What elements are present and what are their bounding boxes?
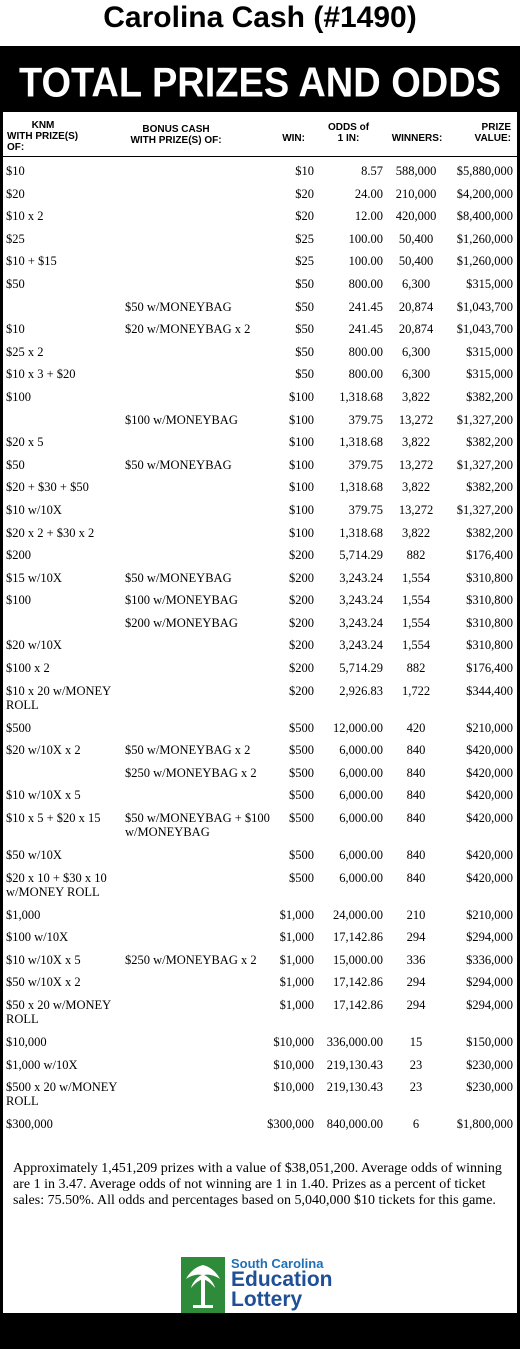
- cell-knm: $10 x 5 + $20 x 15: [6, 811, 101, 826]
- cell-winners: 6,300: [401, 276, 431, 291]
- prize-row: [3, 480, 517, 503]
- prize-row: [3, 277, 517, 300]
- cell-value: $310,800: [466, 615, 513, 630]
- cell-value: $420,000: [466, 765, 513, 780]
- header-odds-line1: ODDS of: [327, 122, 370, 133]
- cell-winners: 840: [406, 848, 426, 863]
- header-bonus: [121, 124, 231, 146]
- cell-winners: 840: [406, 811, 426, 826]
- prize-row: [3, 458, 517, 481]
- header-winners: WINNERS:: [391, 133, 443, 144]
- prize-table-frame: [0, 46, 520, 1349]
- prize-row: [3, 390, 517, 413]
- prize-row: [3, 638, 517, 661]
- cell-value: $344,400: [466, 683, 513, 698]
- header-odds-line2: 1 IN:: [337, 133, 360, 144]
- cell-winners: 1,554: [401, 638, 431, 653]
- cell-knm: $20 w/10X x 2: [6, 743, 81, 758]
- prize-row: [3, 998, 517, 1035]
- prize-row: [3, 209, 517, 232]
- cell-win: $100: [289, 457, 314, 472]
- cell-win: $1,000: [279, 998, 314, 1012]
- cell-winners: 50,400: [398, 231, 434, 246]
- cell-win: $100: [289, 412, 314, 427]
- cell-odds: 5,714.29: [339, 548, 383, 563]
- cell-win: $200: [289, 615, 314, 630]
- cell-value: $1,327,200: [456, 457, 513, 472]
- cell-winners: 294: [406, 930, 426, 945]
- cell-win: $1,000: [279, 952, 314, 967]
- prize-row: [3, 503, 517, 526]
- prize-row: [3, 788, 517, 811]
- cell-winners: 840: [406, 870, 426, 885]
- cell-win: $10: [295, 164, 314, 178]
- cell-winners: 210: [406, 907, 426, 922]
- cell-value: $8,400,000: [456, 209, 513, 224]
- cell-win: $200: [289, 570, 314, 585]
- cell-knm: $20: [6, 186, 25, 201]
- prize-row: [3, 526, 517, 549]
- cell-winners: 882: [406, 661, 426, 676]
- cell-knm: $10,000: [6, 1035, 47, 1049]
- cell-winners: 420,000: [395, 209, 437, 224]
- header-bonus-line2: WITH PRIZE(S) OF:: [130, 135, 222, 146]
- header-knm-line2: WITH PRIZE(S) OF:: [7, 131, 79, 153]
- cell-win: $10,000: [273, 1057, 314, 1072]
- prize-row: [3, 661, 517, 684]
- prize-row: [3, 811, 517, 848]
- cell-knm: $50 w/10X: [6, 848, 62, 863]
- banner-title: TOTAL PRIZES AND ODDS: [18, 60, 502, 107]
- cell-knm: $20 x 5: [6, 435, 44, 450]
- cell-win: $200: [289, 683, 314, 698]
- cell-value: $5,880,000: [456, 164, 513, 178]
- cell-odds: 15,000.00: [333, 952, 383, 967]
- cell-winners: 23: [409, 1080, 423, 1095]
- cell-win: $500: [289, 811, 314, 826]
- cell-bonus: $100 w/MONEYBAG: [125, 593, 238, 608]
- prize-row: [3, 254, 517, 277]
- cell-odds: 800.00: [348, 367, 383, 382]
- cell-odds: 840,000.00: [326, 1117, 383, 1132]
- cell-odds: 24.00: [354, 186, 383, 201]
- cell-bonus: $250 w/MONEYBAG x 2: [125, 765, 257, 780]
- prize-row: [3, 345, 517, 368]
- cell-odds: 379.75: [348, 502, 383, 517]
- cell-odds: 6,000.00: [339, 743, 383, 758]
- cell-knm: $100: [6, 593, 31, 608]
- cell-winners: 1,722: [401, 683, 431, 698]
- cell-winners: 13,272: [398, 412, 434, 427]
- cell-odds: 219,130.43: [326, 1080, 383, 1095]
- cell-bonus: $50 w/MONEYBAG x 2: [125, 743, 251, 758]
- cell-win: $200: [289, 593, 314, 608]
- cell-value: $230,000: [466, 1057, 513, 1072]
- header-value: [461, 122, 511, 144]
- cell-odds: 6,000.00: [339, 848, 383, 863]
- prize-row: [3, 1035, 517, 1058]
- cell-odds: 24,000.00: [333, 907, 383, 922]
- prize-row: [3, 413, 517, 436]
- cell-value: $420,000: [466, 870, 513, 885]
- cell-knm: $100 w/10X: [6, 930, 69, 945]
- prize-row: [3, 164, 517, 187]
- cell-value: $1,043,700: [456, 299, 513, 314]
- cell-winners: 20,874: [398, 322, 434, 337]
- header-value-line1: PRIZE: [481, 122, 511, 133]
- cell-knm: $50: [6, 276, 25, 291]
- cell-knm: $50: [6, 457, 25, 472]
- prize-row: [3, 848, 517, 871]
- cell-odds: 3,243.24: [339, 570, 383, 585]
- cell-value: $336,000: [466, 952, 513, 967]
- prize-row: [3, 322, 517, 345]
- logo-line-lottery: Lottery: [231, 1288, 303, 1311]
- sc-education-lottery-logo: [181, 1257, 371, 1313]
- cell-winners: 588,000: [395, 164, 437, 178]
- cell-odds: 100.00: [348, 231, 383, 246]
- cell-knm: $10 w/10X x 5: [6, 952, 81, 967]
- cell-knm: $200: [6, 548, 31, 563]
- cell-winners: 882: [406, 548, 426, 563]
- header-odds: [321, 122, 376, 144]
- cell-value: $294,000: [466, 930, 513, 945]
- cell-win: $20: [295, 209, 314, 224]
- cell-winners: 13,272: [398, 457, 434, 472]
- cell-knm: $15 w/10X: [6, 570, 62, 585]
- cell-winners: 6: [412, 1117, 420, 1132]
- cell-bonus: $50 w/MONEYBAG + $100 w/MONEYBAG: [125, 811, 270, 840]
- cell-winners: 6,300: [401, 367, 431, 382]
- game-title: Carolina Cash (#1490): [103, 1, 417, 34]
- prize-row: [3, 571, 517, 594]
- cell-winners: 840: [406, 743, 426, 758]
- cell-win: $100: [289, 525, 314, 540]
- header-knm-line1: KNM: [31, 120, 55, 131]
- cell-odds: 6,000.00: [339, 788, 383, 803]
- cell-odds: 100.00: [348, 254, 383, 269]
- header-knm: [7, 120, 97, 153]
- cell-value: $315,000: [466, 367, 513, 382]
- cell-win: $500: [289, 788, 314, 803]
- cell-bonus: $100 w/MONEYBAG: [125, 412, 238, 427]
- cell-winners: 1,554: [401, 615, 431, 630]
- cell-odds: 6,000.00: [339, 870, 383, 885]
- cell-winners: 3,822: [401, 435, 431, 450]
- cell-value: $310,800: [466, 570, 513, 585]
- cell-win: $100: [289, 435, 314, 450]
- cell-value: $210,000: [466, 720, 513, 735]
- cell-knm: $20 + $30 + $50: [6, 480, 89, 495]
- cell-win: $1,000: [279, 930, 314, 945]
- cell-value: $294,000: [466, 975, 513, 990]
- cell-knm: $10: [6, 322, 25, 337]
- cell-knm: $10 x 20 w/MONEY ROLL: [6, 683, 111, 712]
- cell-winners: 840: [406, 765, 426, 780]
- cell-win: $50: [295, 276, 314, 291]
- cell-knm: $300,000: [6, 1117, 53, 1132]
- cell-win: $300,000: [267, 1117, 314, 1132]
- cell-odds: 1,318.68: [339, 435, 383, 450]
- prize-row: [3, 300, 517, 323]
- cell-value: $420,000: [466, 811, 513, 826]
- cell-bonus: $50 w/MONEYBAG: [125, 457, 232, 472]
- cell-winners: 420: [406, 720, 426, 735]
- cell-value: $150,000: [466, 1035, 513, 1049]
- cell-odds: 17,142.86: [333, 930, 383, 945]
- cell-win: $10,000: [273, 1035, 314, 1049]
- cell-value: $420,000: [466, 743, 513, 758]
- cell-odds: 241.45: [348, 299, 383, 314]
- prize-table: [3, 112, 517, 1196]
- cell-odds: 219,130.43: [326, 1057, 383, 1072]
- cell-knm: $10 w/10X x 5: [6, 788, 81, 803]
- cell-odds: 800.00: [348, 276, 383, 291]
- cell-bonus: $200 w/MONEYBAG: [125, 615, 238, 630]
- prize-row: [3, 684, 517, 721]
- cell-win: $200: [289, 638, 314, 653]
- cell-winners: 13,272: [398, 502, 434, 517]
- cell-winners: 15: [409, 1035, 423, 1049]
- cell-winners: 3,822: [401, 525, 431, 540]
- cell-win: $20: [295, 186, 314, 201]
- cell-value: $315,000: [466, 276, 513, 291]
- prize-row: [3, 1117, 517, 1140]
- cell-winners: 50,400: [398, 254, 434, 269]
- cell-value: $176,400: [466, 548, 513, 563]
- prize-row: [3, 593, 517, 616]
- cell-value: $210,000: [466, 907, 513, 922]
- cell-winners: 3,822: [401, 480, 431, 495]
- prize-row: [3, 871, 517, 908]
- footer: [3, 1153, 517, 1313]
- header-divider: [3, 156, 517, 157]
- cell-odds: 3,243.24: [339, 638, 383, 653]
- cell-odds: 800.00: [348, 344, 383, 359]
- cell-value: $310,800: [466, 638, 513, 653]
- cell-winners: 840: [406, 788, 426, 803]
- cell-odds: 3,243.24: [339, 593, 383, 608]
- header-bonus-line1: BONUS CASH: [142, 124, 210, 135]
- cell-knm: $25: [6, 231, 25, 246]
- prize-row: [3, 908, 517, 931]
- cell-winners: 3,822: [401, 389, 431, 404]
- cell-win: $25: [295, 254, 314, 269]
- cell-odds: 6,000.00: [339, 765, 383, 780]
- prize-row: [3, 1058, 517, 1081]
- cell-value: $1,260,000: [456, 254, 513, 269]
- cell-odds: 379.75: [348, 412, 383, 427]
- cell-value: $420,000: [466, 848, 513, 863]
- bottom-bar: [0, 1325, 520, 1349]
- cell-value: $1,327,200: [456, 502, 513, 517]
- prize-row: [3, 721, 517, 744]
- cell-winners: 294: [406, 998, 426, 1012]
- prize-row: [3, 930, 517, 953]
- cell-win: $500: [289, 720, 314, 735]
- cell-value: $315,000: [466, 344, 513, 359]
- cell-win: $100: [289, 389, 314, 404]
- odds-summary: Approximately 1,451,209 prizes with a value of $38,051,200. Average odds of winning are 1 in 3.47. Average odds of not winning are 1 in 1.40. Prizes as a percent of ticket sales: 75.50%. All odds and percentages based on 5,040,000 $10 tickets for this game.: [13, 1161, 502, 1208]
- cell-win: $100: [289, 502, 314, 517]
- cell-value: $230,000: [466, 1080, 513, 1095]
- cell-odds: 5,714.29: [339, 661, 383, 676]
- cell-odds: 1,318.68: [339, 525, 383, 540]
- cell-odds: 1,318.68: [339, 480, 383, 495]
- prize-row: [3, 616, 517, 639]
- prize-row: [3, 766, 517, 789]
- cell-odds: 379.75: [348, 457, 383, 472]
- cell-odds: 336,000.00: [326, 1035, 383, 1049]
- cell-knm: $50 w/10X x 2: [6, 975, 81, 990]
- cell-bonus: $50 w/MONEYBAG: [125, 570, 232, 585]
- cell-win: $50: [295, 367, 314, 382]
- logo-line-south-carolina: South Carolina: [231, 1256, 324, 1271]
- cell-value: $4,200,000: [456, 186, 513, 201]
- cell-odds: 8.57: [361, 164, 383, 178]
- cell-odds: 12.00: [354, 209, 383, 224]
- cell-knm: $500: [6, 720, 31, 735]
- cell-win: $50: [295, 322, 314, 337]
- cell-win: $50: [295, 344, 314, 359]
- cell-value: $1,043,700: [456, 322, 513, 337]
- cell-winners: 1,554: [401, 593, 431, 608]
- cell-winners: 23: [409, 1057, 423, 1072]
- cell-knm: $50 x 20 w/MONEY ROLL: [6, 998, 111, 1026]
- cell-odds: 3,243.24: [339, 615, 383, 630]
- cell-odds: 1,318.68: [339, 389, 383, 404]
- cell-bonus: $250 w/MONEYBAG x 2: [125, 952, 257, 967]
- cell-value: $294,000: [466, 998, 513, 1012]
- prize-row: [3, 743, 517, 766]
- cell-value: $1,800,000: [456, 1117, 513, 1132]
- prize-rows: [3, 164, 517, 1140]
- cell-win: $25: [295, 231, 314, 246]
- cell-odds: 2,926.83: [339, 683, 383, 698]
- cell-knm: $10 x 3 + $20: [6, 367, 76, 382]
- cell-bonus: $50 w/MONEYBAG: [125, 299, 232, 314]
- header-value-line2: VALUE:: [474, 133, 511, 144]
- prize-row: [3, 435, 517, 458]
- prize-row: [3, 1080, 517, 1117]
- cell-winners: 20,874: [398, 299, 434, 314]
- cell-knm: $100 x 2: [6, 661, 50, 676]
- prize-row: [3, 953, 517, 976]
- cell-win: $1,000: [279, 975, 314, 990]
- cell-value: $382,200: [466, 525, 513, 540]
- cell-win: $500: [289, 765, 314, 780]
- cell-value: $1,327,200: [456, 412, 513, 427]
- cell-knm: $500 x 20 w/MONEY ROLL: [6, 1080, 117, 1109]
- cell-win: $500: [289, 848, 314, 863]
- cell-value: $382,200: [466, 435, 513, 450]
- header-win: WIN:: [282, 133, 305, 144]
- cell-win: $200: [289, 661, 314, 676]
- cell-value: $1,260,000: [456, 231, 513, 246]
- cell-knm: $25 x 2: [6, 344, 44, 359]
- cell-win: $100: [289, 480, 314, 495]
- cell-win: $200: [289, 548, 314, 563]
- prize-row: [3, 548, 517, 571]
- cell-value: $420,000: [466, 788, 513, 803]
- palmetto-tree-icon: [181, 1257, 225, 1313]
- cell-value: $382,200: [466, 480, 513, 495]
- cell-odds: 241.45: [348, 322, 383, 337]
- cell-knm: $10 w/10X: [6, 502, 62, 517]
- cell-value: $176,400: [466, 661, 513, 676]
- cell-win: $50: [295, 299, 314, 314]
- cell-win: $500: [289, 743, 314, 758]
- cell-knm: $10: [6, 164, 25, 178]
- cell-bonus: $20 w/MONEYBAG x 2: [125, 322, 251, 337]
- cell-odds: 6,000.00: [339, 811, 383, 826]
- cell-win: $10,000: [273, 1080, 314, 1095]
- cell-winners: 1,554: [401, 570, 431, 585]
- cell-knm: $10 + $15: [6, 254, 57, 269]
- prize-row: [3, 367, 517, 390]
- cell-knm: $20 w/10X: [6, 638, 62, 653]
- cell-knm: $10 x 2: [6, 209, 44, 224]
- cell-win: $1,000: [279, 907, 314, 922]
- cell-winners: 6,300: [401, 344, 431, 359]
- cell-value: $382,200: [466, 389, 513, 404]
- cell-knm: $1,000 w/10X: [6, 1057, 78, 1072]
- prize-row: [3, 187, 517, 210]
- cell-odds: 12,000.00: [333, 720, 383, 735]
- cell-odds: 17,142.86: [333, 998, 383, 1012]
- cell-knm: $20 x 2 + $30 x 2: [6, 525, 95, 540]
- cell-knm: $1,000: [6, 907, 41, 922]
- cell-value: $310,800: [466, 593, 513, 608]
- cell-winners: 210,000: [395, 186, 437, 201]
- cell-winners: 294: [406, 975, 426, 990]
- prize-row: [3, 232, 517, 255]
- logo-line-education: Education: [231, 1268, 333, 1291]
- cell-winners: 336: [406, 952, 426, 967]
- cell-knm: $100: [6, 389, 31, 404]
- cell-knm: $20 x 10 + $30 x 10 w/MONEY ROLL: [6, 870, 107, 899]
- cell-odds: 17,142.86: [333, 975, 383, 990]
- prize-row: [3, 975, 517, 998]
- cell-win: $500: [289, 870, 314, 885]
